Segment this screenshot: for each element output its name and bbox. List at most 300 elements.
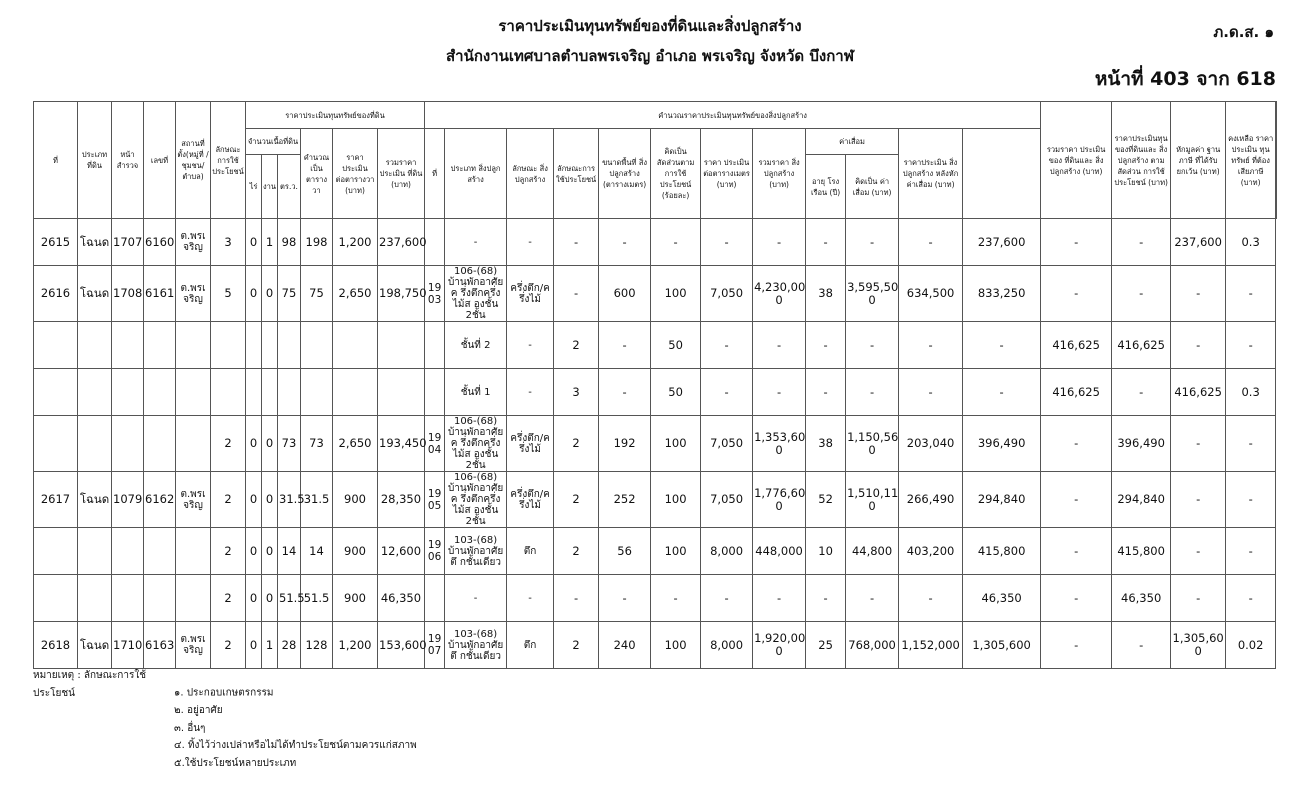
- notes-label: หมายเหตุ : ลักษณะการใช้ประโยชน์: [33, 670, 147, 699]
- group-header-depreciation: ค่าเสื่อม: [806, 129, 899, 155]
- cell-dep-value: 44,800: [846, 528, 899, 575]
- cell-grand-total: 237,600: [963, 219, 1041, 266]
- cell-b-after-dep: -: [899, 219, 963, 266]
- cell-b-usage: 3: [554, 369, 599, 416]
- cell-b-after-dep: 634,500: [899, 266, 963, 322]
- cell-b-type: 106-(68) บ้านพักอาศัยค รึ่งตึกครึ่งไม้ส องชั้น 2ชั้น: [445, 416, 507, 472]
- cell-age: 25: [806, 622, 846, 669]
- cell-b-no: [425, 369, 445, 416]
- assessment-table: [33, 101, 1277, 669]
- cell-land-type: โฉนด: [78, 219, 112, 266]
- cell-wa: 51.5: [278, 575, 301, 622]
- cell-b-usage: -: [554, 266, 599, 322]
- cell-b-usage: 2: [554, 322, 599, 369]
- cell-location: [176, 575, 211, 622]
- cell-deduction: 396,490: [1112, 416, 1171, 472]
- cell-grand-total: 396,490: [963, 416, 1041, 472]
- cell-age: 38: [806, 266, 846, 322]
- cell-taxable: -: [1171, 472, 1226, 528]
- cell-age: 10: [806, 528, 846, 575]
- cell-price-per-wa: [333, 322, 378, 369]
- cell-b-kind: ตึก: [507, 622, 554, 669]
- cell-no: 2618: [34, 622, 78, 669]
- cell-grand-total: -: [963, 369, 1041, 416]
- cell-b-price-sqm: -: [701, 322, 753, 369]
- cell-calc-wa: 31.5: [301, 472, 333, 528]
- col-header-price-per-wa: ราคา ประเมิน ต่อตารางวา (บาท): [333, 129, 378, 219]
- cell-location: [176, 322, 211, 369]
- note-item: ๕.ใช้ประโยชน์หลายประเภท: [174, 757, 297, 769]
- cell-b-no: 19 05: [425, 472, 445, 528]
- cell-usage: [211, 369, 246, 416]
- cell-b-percent: -: [651, 219, 701, 266]
- cell-survey-page: [112, 575, 144, 622]
- cell-calc-wa: 75: [301, 266, 333, 322]
- cell-b-kind: -: [507, 575, 554, 622]
- cell-b-price-sqm: 8,000: [701, 528, 753, 575]
- cell-taxable: 1,305,60 0: [1171, 622, 1226, 669]
- cell-number: [144, 528, 176, 575]
- note-item: ๔. ทิ้งไว้ว่างเปล่าหรือไม่ได้ทำประโยชน์ตามควรแก่สภาพ: [174, 740, 417, 751]
- cell-land-total: [378, 322, 425, 369]
- cell-usage: 2: [211, 575, 246, 622]
- cell-land-total: 237,600: [378, 219, 425, 266]
- cell-deduction: -: [1112, 219, 1171, 266]
- cell-dep-value: -: [846, 369, 899, 416]
- cell-b-area: -: [599, 219, 651, 266]
- cell-b-kind: -: [507, 219, 554, 266]
- col-header-depreciation-value: คิดเป็น ค่าเสื่อม (บาท): [846, 155, 899, 219]
- cell-rai: 0: [246, 219, 262, 266]
- cell-b-after-dep: 403,200: [899, 528, 963, 575]
- cell-number: [144, 416, 176, 472]
- cell-rate: -: [1226, 322, 1276, 369]
- cell-dep-value: 1,150,56 0: [846, 416, 899, 472]
- cell-ngan: [262, 322, 278, 369]
- cell-number: 6162: [144, 472, 176, 528]
- cell-no: 2617: [34, 472, 78, 528]
- cell-number: [144, 369, 176, 416]
- cell-b-percent: 100: [651, 622, 701, 669]
- cell-land-type: [78, 322, 112, 369]
- cell-b-area: 240: [599, 622, 651, 669]
- cell-no: [34, 575, 78, 622]
- cell-rai: 0: [246, 266, 262, 322]
- cell-b-after-dep: -: [899, 575, 963, 622]
- cell-prop-value: -: [1041, 528, 1112, 575]
- cell-price-per-wa: 1,200: [333, 622, 378, 669]
- cell-ngan: 0: [262, 472, 278, 528]
- cell-dep-value: -: [846, 322, 899, 369]
- cell-location: [176, 416, 211, 472]
- cell-price-per-wa: [333, 369, 378, 416]
- cell-no: [34, 416, 78, 472]
- cell-survey-page: [112, 322, 144, 369]
- cell-b-no: 19 03: [425, 266, 445, 322]
- cell-land-type: [78, 528, 112, 575]
- cell-survey-page: 1708: [112, 266, 144, 322]
- cell-land-total: 28,350: [378, 472, 425, 528]
- table-row: [34, 622, 1277, 669]
- cell-b-total: -: [753, 369, 806, 416]
- cell-b-after-dep: 203,040: [899, 416, 963, 472]
- cell-deduction: -: [1112, 622, 1171, 669]
- cell-number: [144, 575, 176, 622]
- cell-no: 2616: [34, 266, 78, 322]
- cell-dep-value: 3,595,50 0: [846, 266, 899, 322]
- cell-rate: 0.02: [1226, 622, 1276, 669]
- cell-b-price-sqm: 7,050: [701, 416, 753, 472]
- cell-land-total: 153,600: [378, 622, 425, 669]
- cell-taxable: 237,600: [1171, 219, 1226, 266]
- col-header-building-kind: ลักษณะ สิ่งปลูกสร้าง: [507, 129, 554, 219]
- cell-age: 52: [806, 472, 846, 528]
- cell-b-percent: -: [651, 575, 701, 622]
- table-row: [34, 575, 1277, 622]
- cell-dep-value: 768,000: [846, 622, 899, 669]
- cell-wa: 73: [278, 416, 301, 472]
- cell-b-total: 1,353,60 0: [753, 416, 806, 472]
- cell-b-after-dep: -: [899, 322, 963, 369]
- cell-b-percent: 100: [651, 528, 701, 575]
- cell-location: ต.พรเ จริญ: [176, 622, 211, 669]
- cell-b-price-sqm: 7,050: [701, 472, 753, 528]
- cell-b-no: [425, 575, 445, 622]
- group-header-building: คำนวณราคาประเมินทุนทรัพย์ของสิ่งปลูกสร้าง: [425, 102, 1041, 129]
- cell-grand-total: 294,840: [963, 472, 1041, 528]
- cell-b-kind: ตึก: [507, 528, 554, 575]
- col-header-grand-total: รวมราคา ประเมินของ ที่ดินและ สิ่งปลูกสร้าง (บาท): [1041, 102, 1112, 219]
- cell-b-price-sqm: -: [701, 219, 753, 266]
- cell-b-no: 19 04: [425, 416, 445, 472]
- cell-b-area: 192: [599, 416, 651, 472]
- table-row: [34, 472, 1277, 528]
- cell-prop-value: -: [1041, 575, 1112, 622]
- cell-b-type: 103-(68) บ้านพักอาศัยตึ กชั้นเดียว: [445, 528, 507, 575]
- cell-rai: 0: [246, 528, 262, 575]
- cell-rai: 0: [246, 416, 262, 472]
- cell-wa: [278, 322, 301, 369]
- cell-age: -: [806, 322, 846, 369]
- form-code: ภ.ด.ส. ๑: [1213, 23, 1274, 41]
- cell-price-per-wa: 1,200: [333, 219, 378, 266]
- cell-ngan: 0: [262, 575, 278, 622]
- col-header-age: อายุ โรงเรือน (ปี): [806, 155, 846, 219]
- cell-prop-value: -: [1041, 622, 1112, 669]
- cell-calc-wa: 14: [301, 528, 333, 575]
- cell-wa: 31.5: [278, 472, 301, 528]
- cell-taxable: -: [1171, 322, 1226, 369]
- cell-b-usage: 2: [554, 622, 599, 669]
- cell-b-total: -: [753, 575, 806, 622]
- col-header-taxable: คงเหลือ ราคาประเมิน ทุนทรัพย์ ที่ต้องเสียภาษี (บาท): [1226, 102, 1276, 219]
- cell-rate: -: [1226, 575, 1276, 622]
- col-header-building-usage: ลักษณะการ ใช้ประโยชน์: [554, 129, 599, 219]
- cell-b-usage: 2: [554, 416, 599, 472]
- cell-survey-page: [112, 369, 144, 416]
- cell-age: -: [806, 369, 846, 416]
- cell-b-price-sqm: -: [701, 575, 753, 622]
- cell-b-after-dep: -: [899, 369, 963, 416]
- cell-location: [176, 528, 211, 575]
- cell-prop-value: -: [1041, 416, 1112, 472]
- cell-usage: 5: [211, 266, 246, 322]
- note-item: ๒. อยู่อาศัย: [174, 705, 223, 716]
- cell-b-after-dep: 1,152,000: [899, 622, 963, 669]
- cell-b-percent: 50: [651, 369, 701, 416]
- cell-wa: 14: [278, 528, 301, 575]
- cell-survey-page: 1079: [112, 472, 144, 528]
- cell-deduction: -: [1112, 369, 1171, 416]
- cell-deduction: -: [1112, 266, 1171, 322]
- col-header-building-area: ขนาดพื้นที่ สิ่งปลูกสร้าง (ตารางเมตร): [599, 129, 651, 219]
- cell-land-total: 198,750: [378, 266, 425, 322]
- cell-ngan: 1: [262, 622, 278, 669]
- cell-wa: 28: [278, 622, 301, 669]
- cell-land-type: โฉนด: [78, 266, 112, 322]
- cell-taxable: -: [1171, 266, 1226, 322]
- col-header-number: เลขที่: [144, 102, 176, 219]
- cell-price-per-wa: 900: [333, 575, 378, 622]
- note-item: ๓. อื่นๆ: [174, 722, 206, 734]
- col-header-rai: ไร่: [246, 155, 262, 219]
- table-row: [34, 416, 1277, 472]
- cell-land-type: [78, 416, 112, 472]
- cell-rai: 0: [246, 622, 262, 669]
- col-header-building-percent: คิดเป็น สัดส่วนตาม การใช้ ประโยชน์ (ร้อยละ): [651, 129, 701, 219]
- col-header-land-total: รวมราคา ประเมิน ที่ดิน (บาท): [378, 129, 425, 219]
- cell-taxable: 416,625: [1171, 369, 1226, 416]
- cell-grand-total: -: [963, 322, 1041, 369]
- cell-b-kind: -: [507, 322, 554, 369]
- cell-b-type: -: [445, 575, 507, 622]
- page-info: หน้าที่ 403 จาก 618: [1094, 68, 1276, 90]
- cell-b-no: [425, 219, 445, 266]
- cell-land-type: [78, 575, 112, 622]
- cell-b-no: [425, 322, 445, 369]
- cell-calc-wa: 198: [301, 219, 333, 266]
- cell-usage: 2: [211, 416, 246, 472]
- cell-usage: 3: [211, 219, 246, 266]
- cell-age: -: [806, 575, 846, 622]
- cell-rai: [246, 322, 262, 369]
- cell-usage: 2: [211, 472, 246, 528]
- group-header-land-area: จำนวนเนื้อที่ดิน: [246, 129, 301, 155]
- notes: [33, 667, 417, 772]
- cell-b-area: 56: [599, 528, 651, 575]
- table-row: [34, 369, 1277, 416]
- cell-b-usage: -: [554, 575, 599, 622]
- cell-grand-total: 1,305,600: [963, 622, 1041, 669]
- cell-dep-value: 1,510,11 0: [846, 472, 899, 528]
- cell-location: ต.พรเ จริญ: [176, 266, 211, 322]
- col-header-land-type: ประเภท ที่ดิน: [78, 102, 112, 219]
- cell-b-total: 1,776,60 0: [753, 472, 806, 528]
- cell-b-total: -: [753, 322, 806, 369]
- col-header-usage: ลักษณะ การใช้ ประโยชน์: [211, 102, 246, 219]
- col-header-building-no: ที่: [425, 129, 445, 219]
- cell-prop-value: 416,625: [1041, 369, 1112, 416]
- col-header-location: สถานที่ตั้ง(หมู่ที่ /ชุมชน/ ตำบล): [176, 102, 211, 219]
- cell-b-kind: ครึ่งตึก/ค รึ่งไม้: [507, 472, 554, 528]
- cell-prop-value: -: [1041, 266, 1112, 322]
- cell-b-total: 1,920,00 0: [753, 622, 806, 669]
- report-title: ราคาประเมินทุนทรัพย์ของที่ดินและสิ่งปลูกสร้าง: [498, 17, 802, 35]
- cell-no: [34, 528, 78, 575]
- cell-b-no: 19 07: [425, 622, 445, 669]
- cell-deduction: 294,840: [1112, 472, 1171, 528]
- cell-rai: [246, 369, 262, 416]
- cell-number: [144, 322, 176, 369]
- col-header-deduction: หักมูลค่า ฐานภาษี ที่ได้รับ ยกเว้น (บาท): [1171, 102, 1226, 219]
- cell-grand-total: 833,250: [963, 266, 1041, 322]
- cell-wa: 98: [278, 219, 301, 266]
- cell-land-type: โฉนด: [78, 622, 112, 669]
- col-header-no: ที่: [34, 102, 78, 219]
- cell-no: [34, 369, 78, 416]
- cell-b-kind: ครึ่งตึก/ค รึ่งไม้: [507, 416, 554, 472]
- cell-prop-value: -: [1041, 472, 1112, 528]
- cell-calc-wa: [301, 322, 333, 369]
- cell-location: ต.พรเ จริญ: [176, 472, 211, 528]
- cell-number: 6163: [144, 622, 176, 669]
- office-name: สำนักงานเทศบาลตำบลพรเจริญ อำเภอ พรเจริญ จังหวัด บึงกาฬ: [446, 47, 854, 65]
- cell-b-after-dep: 266,490: [899, 472, 963, 528]
- cell-rate: -: [1226, 266, 1276, 322]
- col-header-wa: ตร.ว.: [278, 155, 301, 219]
- cell-rate: 0.3: [1226, 369, 1276, 416]
- cell-b-price-sqm: -: [701, 369, 753, 416]
- note-item: ๑. ประกอบเกษตรกรรม: [174, 687, 274, 699]
- cell-age: -: [806, 219, 846, 266]
- cell-deduction: 46,350: [1112, 575, 1171, 622]
- cell-b-type: 103-(68) บ้านพักอาศัยตึ กชั้นเดียว: [445, 622, 507, 669]
- col-header-calc-wa: คำนวณ เป็น ตารางวา: [301, 129, 333, 219]
- col-header-price-per-sqm: ราคา ประเมิน ต่อตารางเมตร (บาท): [701, 129, 753, 219]
- cell-b-kind: -: [507, 369, 554, 416]
- cell-b-percent: 50: [651, 322, 701, 369]
- cell-usage: 2: [211, 622, 246, 669]
- cell-land-type: [78, 369, 112, 416]
- cell-ngan: [262, 369, 278, 416]
- cell-survey-page: 1710: [112, 622, 144, 669]
- cell-calc-wa: 73: [301, 416, 333, 472]
- cell-price-per-wa: 900: [333, 528, 378, 575]
- cell-deduction: 415,800: [1112, 528, 1171, 575]
- cell-number: 6161: [144, 266, 176, 322]
- cell-ngan: 0: [262, 416, 278, 472]
- cell-land-type: โฉนด: [78, 472, 112, 528]
- cell-b-type: -: [445, 219, 507, 266]
- cell-location: [176, 369, 211, 416]
- cell-ngan: 0: [262, 266, 278, 322]
- col-header-building-total: รวมราคา สิ่งปลูกสร้าง (บาท): [753, 129, 806, 219]
- cell-b-kind: ครึ่งตึก/ค รึ่งไม้: [507, 266, 554, 322]
- cell-b-percent: 100: [651, 472, 701, 528]
- cell-b-total: 4,230,00 0: [753, 266, 806, 322]
- cell-b-area: -: [599, 369, 651, 416]
- cell-dep-value: -: [846, 575, 899, 622]
- cell-location: ต.พรเ จริญ: [176, 219, 211, 266]
- cell-dep-value: -: [846, 219, 899, 266]
- cell-age: 38: [806, 416, 846, 472]
- cell-b-total: -: [753, 219, 806, 266]
- cell-price-per-wa: 900: [333, 472, 378, 528]
- cell-rate: -: [1226, 472, 1276, 528]
- cell-taxable: -: [1171, 416, 1226, 472]
- cell-b-percent: 100: [651, 416, 701, 472]
- table-row: [34, 266, 1277, 322]
- cell-b-area: -: [599, 322, 651, 369]
- cell-b-price-sqm: 7,050: [701, 266, 753, 322]
- cell-calc-wa: 51.5: [301, 575, 333, 622]
- cell-b-total: 448,000: [753, 528, 806, 575]
- cell-land-total: 193,450: [378, 416, 425, 472]
- cell-land-total: 12,600: [378, 528, 425, 575]
- cell-b-area: -: [599, 575, 651, 622]
- col-header-ngan: งาน: [262, 155, 278, 219]
- cell-no: 2615: [34, 219, 78, 266]
- cell-b-usage: -: [554, 219, 599, 266]
- table-row: [34, 322, 1277, 369]
- cell-price-per-wa: 2,650: [333, 416, 378, 472]
- cell-b-no: 19 06: [425, 528, 445, 575]
- col-header-after-depreciation: ราคาประเมิน สิ่งปลูกสร้าง หลังหัก ค่าเสื่อม (บาท): [899, 129, 963, 219]
- cell-prop-value: -: [1041, 219, 1112, 266]
- cell-taxable: -: [1171, 528, 1226, 575]
- cell-land-total: 46,350: [378, 575, 425, 622]
- cell-rai: 0: [246, 472, 262, 528]
- cell-ngan: 0: [262, 528, 278, 575]
- group-header-land: ราคาประเมินทุนทรัพย์ของที่ดิน: [246, 102, 425, 129]
- col-header-building-type: ประเภท สิ่งปลูกสร้าง: [445, 129, 507, 219]
- cell-b-type: 106-(68) บ้านพักอาศัยค รึ่งตึกครึ่งไม้ส องชั้น 2ชั้น: [445, 472, 507, 528]
- col-header-survey-page: หน้า สำรวจ: [112, 102, 144, 219]
- cell-usage: 2: [211, 528, 246, 575]
- cell-ngan: 1: [262, 219, 278, 266]
- cell-b-area: 600: [599, 266, 651, 322]
- cell-survey-page: 1707: [112, 219, 144, 266]
- cell-calc-wa: 128: [301, 622, 333, 669]
- cell-rate: 0.3: [1226, 219, 1276, 266]
- cell-wa: 75: [278, 266, 301, 322]
- cell-rai: 0: [246, 575, 262, 622]
- cell-calc-wa: [301, 369, 333, 416]
- table-row: [34, 528, 1277, 575]
- cell-survey-page: [112, 416, 144, 472]
- cell-rate: -: [1226, 528, 1276, 575]
- col-header-rate: [1276, 102, 1277, 219]
- cell-b-type: 106-(68) บ้านพักอาศัยค รึ่งตึกครึ่งไม้ส องชั้น 2ชั้น: [445, 266, 507, 322]
- table-row: [34, 219, 1277, 266]
- cell-taxable: -: [1171, 575, 1226, 622]
- cell-b-usage: 2: [554, 472, 599, 528]
- cell-b-area: 252: [599, 472, 651, 528]
- cell-wa: [278, 369, 301, 416]
- cell-survey-page: [112, 528, 144, 575]
- cell-grand-total: 46,350: [963, 575, 1041, 622]
- cell-grand-total: 415,800: [963, 528, 1041, 575]
- cell-b-type: ชั้นที่ 1: [445, 369, 507, 416]
- cell-b-type: ชั้นที่ 2: [445, 322, 507, 369]
- cell-no: [34, 322, 78, 369]
- cell-rate: -: [1226, 416, 1276, 472]
- cell-prop-value: 416,625: [1041, 322, 1112, 369]
- cell-usage: [211, 322, 246, 369]
- cell-land-total: [378, 369, 425, 416]
- cell-price-per-wa: 2,650: [333, 266, 378, 322]
- cell-b-price-sqm: 8,000: [701, 622, 753, 669]
